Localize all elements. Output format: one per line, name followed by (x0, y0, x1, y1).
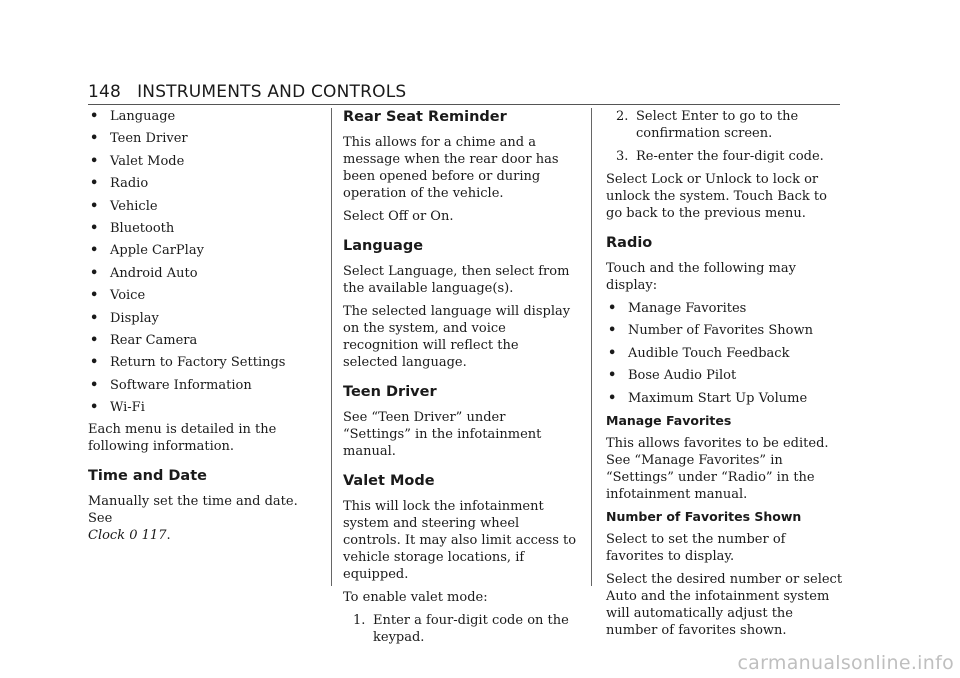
radio-heading: Radio (606, 235, 653, 251)
valet-steps (343, 612, 577, 646)
language-text-2: The selected language will display on the system, and voice recognition will reflect the selected language. (343, 304, 571, 370)
bullet-icon: • (90, 288, 99, 304)
list-item (88, 108, 318, 125)
bullet-icon: • (90, 243, 99, 259)
teen-driver-heading: Teen Driver (343, 384, 437, 400)
manage-favorites-text: This allows favorites to be edited. See “Manage Favorites” in “Settings” under “Radio” in the infotainment manual. (606, 435, 829, 502)
list-item-label: Rear Camera (110, 332, 198, 348)
bullet-icon: • (90, 377, 99, 393)
list-item (606, 345, 846, 362)
page-header (88, 82, 406, 102)
bullet-icon: • (90, 131, 99, 147)
list-item-label: Vehicle (110, 198, 158, 214)
rear-seat-select: Select Off or On. (343, 209, 454, 224)
number-favorites-text-2: Select the desired number or select Auto and the infotainment system will automatically adjust the number of favorites shown. (606, 571, 843, 638)
rear-seat-text: This allows for a chime and a message when the rear door has been opened before or during operation of the vehicle. (343, 135, 559, 201)
column-divider-2 (591, 108, 592, 586)
list-item-label: Manage Favorites (628, 301, 747, 316)
list-item (88, 130, 318, 147)
valet-step: 3. Re-enter the four-digit code. (616, 149, 824, 164)
detail-note: Each menu is detailed in the following information. (88, 422, 277, 455)
section-title: INSTRUMENTS AND CONTROLS (137, 82, 407, 102)
radio-text: Touch and the following may display: (606, 261, 796, 293)
valet-mode-text: This will lock the infotainment system and steering wheel controls. It may also limit access to vehicle storage locations, if equipped. (343, 499, 577, 582)
column-2 (343, 108, 577, 652)
list-item (88, 265, 318, 282)
manage-favorites-heading: Manage Favorites (606, 412, 732, 428)
list-item (88, 175, 318, 192)
list-item-label: Number of Favorites Shown (628, 323, 813, 339)
list-item (606, 300, 846, 317)
list-item-label: Radio (110, 176, 149, 192)
language-heading: Language (343, 238, 424, 254)
bullet-icon: • (90, 332, 99, 348)
column-3 (606, 108, 846, 645)
list-item-label: Language (110, 109, 176, 124)
bullet-icon: • (90, 153, 99, 169)
page-ref-arrow-icon: 0 (129, 528, 138, 544)
time-date-text: Manually set the time and date. See Clock 0 117. (88, 494, 298, 544)
valet-mode-heading: Valet Mode (343, 473, 435, 489)
list-item-label: Bluetooth (110, 220, 175, 236)
list-item (88, 242, 318, 259)
list-item-label: Wi-Fi (110, 400, 145, 416)
page-number: 148 (88, 82, 122, 102)
valet-steps-continued (606, 108, 846, 165)
radio-options-list (606, 300, 846, 407)
valet-step: 2. Select Enter to go to the confirmation screen. (616, 109, 799, 141)
time-date-heading: Time and Date (88, 468, 207, 485)
list-item (88, 198, 318, 215)
bullet-icon: • (608, 345, 617, 361)
valet-step: 1. Enter a four-digit code on the keypad. (353, 613, 569, 645)
list-item-label: Teen Driver (110, 131, 188, 147)
bullet-icon: • (90, 310, 99, 326)
list-item (606, 367, 846, 384)
language-text-1: Select Language, then select from the available language(s). (343, 264, 570, 296)
lock-unlock-text: Select Lock or Unlock to lock or unlock the system. Touch Back to go back to the previous menu. (606, 172, 827, 221)
settings-menu-list (88, 108, 318, 416)
bullet-icon: • (90, 198, 99, 214)
list-item-label: Apple CarPlay (110, 243, 204, 259)
bullet-icon: • (608, 390, 617, 406)
list-item-label: Display (110, 310, 159, 326)
list-item-label: Android Auto (110, 265, 198, 281)
list-item (606, 322, 846, 339)
bullet-icon: • (90, 220, 99, 236)
bullet-icon: • (90, 355, 99, 371)
list-item (88, 332, 318, 349)
list-item (88, 399, 318, 416)
bullet-icon: • (608, 368, 617, 384)
list-item-label: Valet Mode (110, 153, 185, 169)
list-item (88, 220, 318, 237)
bullet-icon: • (608, 301, 617, 316)
list-item (88, 354, 318, 371)
list-item-label: Return to Factory Settings (110, 355, 286, 371)
list-item-label: Bose Audio Pilot (628, 368, 737, 384)
list-item (606, 390, 846, 407)
list-item (88, 153, 318, 170)
rear-seat-heading: Rear Seat Reminder (343, 109, 507, 125)
clock-link[interactable]: Clock 0 117 (88, 528, 167, 544)
list-item (88, 287, 318, 304)
list-item (88, 310, 318, 327)
bullet-icon: • (608, 323, 617, 339)
bullet-icon: • (90, 176, 99, 192)
header-rule (88, 104, 840, 105)
list-item-label: Maximum Start Up Volume (628, 390, 808, 406)
list-item (88, 377, 318, 394)
number-favorites-heading: Number of Favorites Shown (606, 508, 802, 524)
list-item-label: Software Information (110, 377, 252, 393)
column-1 (88, 108, 318, 550)
bullet-icon: • (90, 109, 99, 124)
list-item-label: Voice (110, 288, 146, 304)
number-favorites-text-1: Select to set the number of favorites to display. (606, 531, 786, 564)
valet-enable-text: To enable valet mode: (343, 590, 488, 605)
column-divider-1 (331, 108, 332, 586)
list-item-label: Audible Touch Feedback (628, 345, 790, 361)
bullet-icon: • (90, 400, 99, 416)
bullet-icon: • (90, 265, 99, 281)
watermark-logo: carmanualsonline.info (737, 652, 954, 674)
teen-driver-text: See “Teen Driver” under “Settings” in the infotainment manual. (343, 410, 542, 459)
